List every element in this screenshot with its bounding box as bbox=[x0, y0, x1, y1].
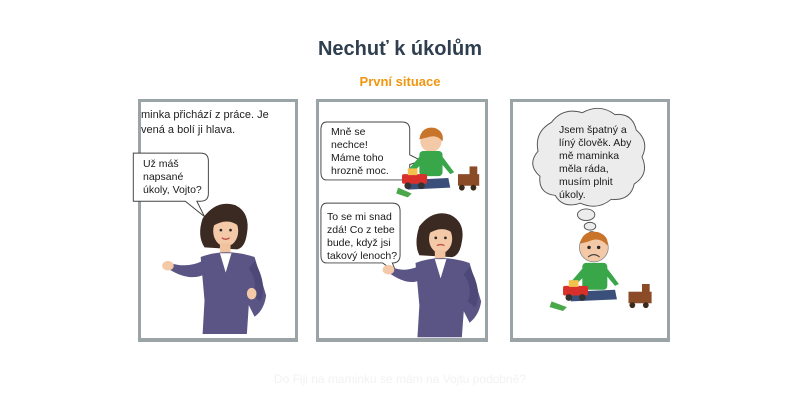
comic-panel-2 bbox=[316, 99, 488, 342]
panel-2-mom-speech: To se mi snad zdá! Co z tebe bude, když jsi takový lenoch? bbox=[327, 211, 398, 262]
comic-panel-3 bbox=[510, 99, 670, 342]
panel-1-scene bbox=[141, 102, 295, 338]
toy-train-icon bbox=[458, 166, 479, 190]
woman-figure-icon bbox=[162, 204, 266, 334]
panel-3-thought: Jsem špatný a líný člověk. Aby mě maminka měla ráda, musím plnit úkoly. bbox=[559, 124, 632, 201]
page-title: Nechuť k úkolům bbox=[317, 38, 483, 60]
panel-2-boy-speech: Mně se nechce! Máme toho hrozně moc. bbox=[331, 126, 389, 177]
toy-train-icon bbox=[629, 284, 652, 308]
comic-panel-1 bbox=[138, 99, 298, 342]
situation-subtitle: První situace bbox=[359, 74, 441, 89]
comic-strip bbox=[141, 99, 650, 342]
panel-1-speech: Už máš napsané úkoly, Vojto? bbox=[143, 158, 202, 196]
toy-car-icon bbox=[550, 280, 589, 311]
panel-1-caption: minka přichází z práce. Je vená a bolí ji hlava. bbox=[141, 109, 269, 136]
reflection-question: Do Fiji na maminku se mám na Vojtu podobně? bbox=[273, 372, 527, 386]
